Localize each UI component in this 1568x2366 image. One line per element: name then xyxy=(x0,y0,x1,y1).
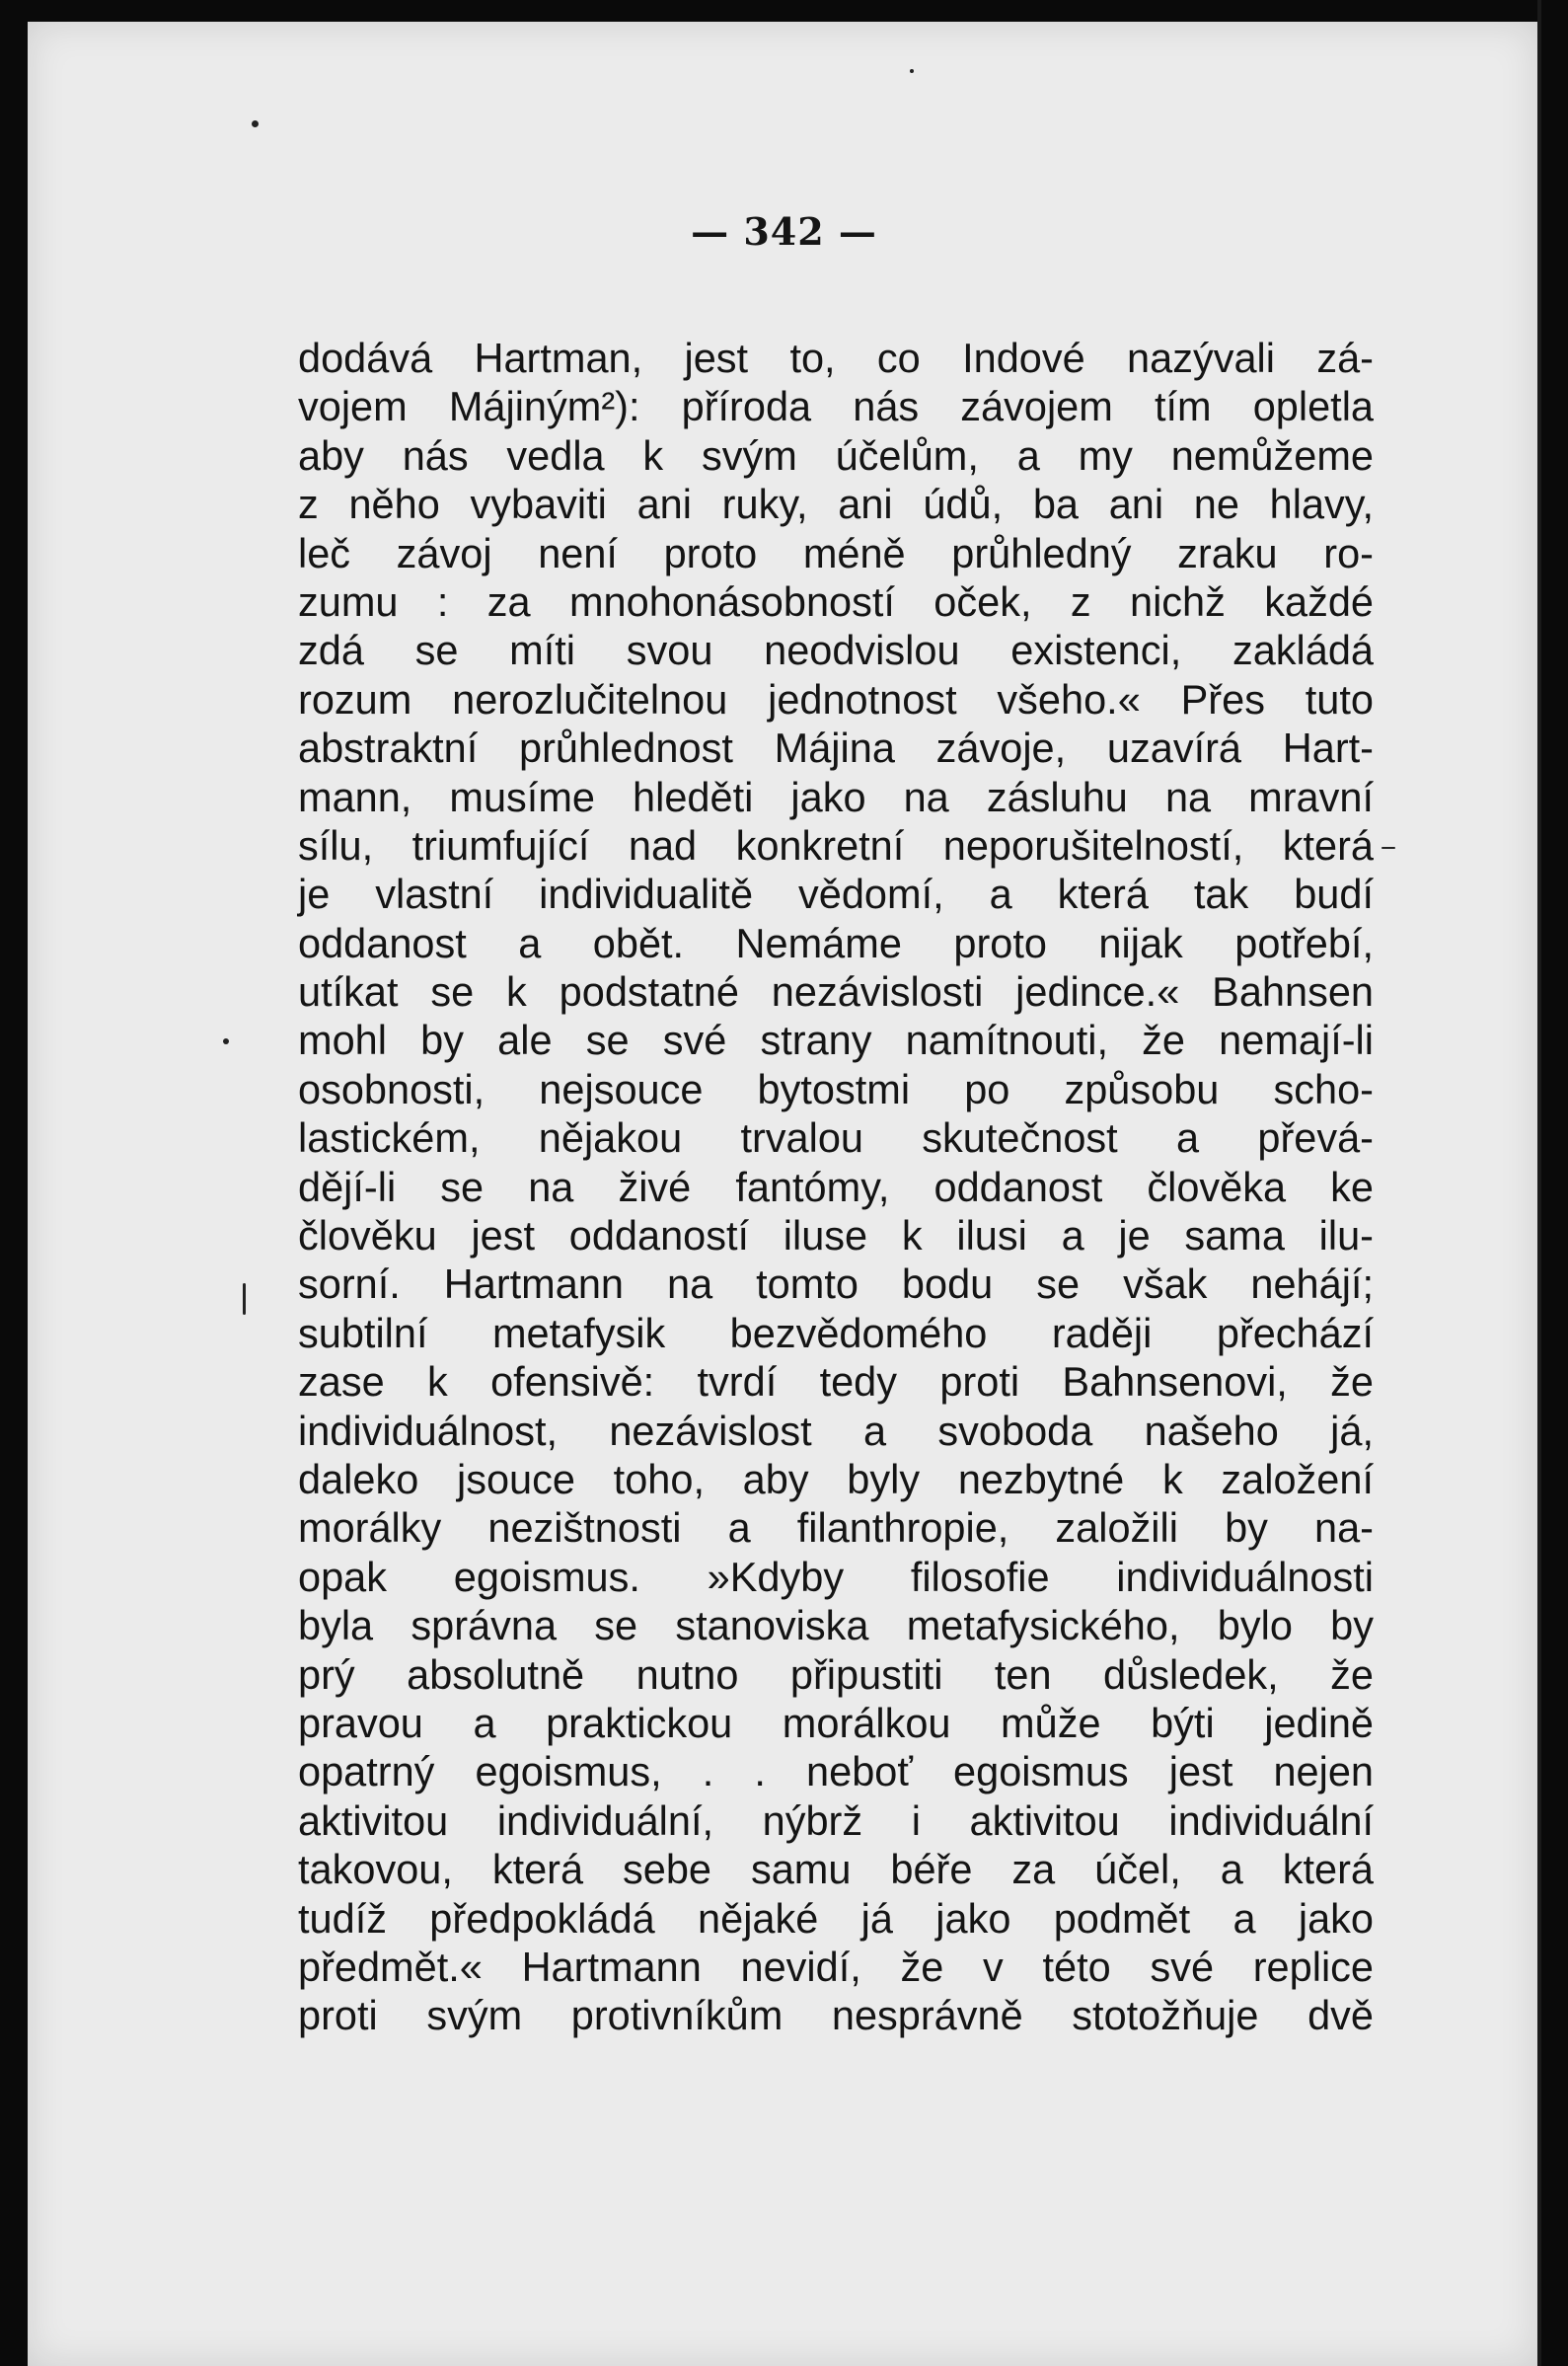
text-line: daleko jsouce toho, aby byly nezbytné k založení xyxy=(298,1455,1374,1502)
text-line: sílu, triumfující nad konkretní neporušitelností, která xyxy=(298,821,1374,869)
text-line: byla správna se stanoviska metafysického, bylo by xyxy=(298,1602,1374,1649)
text-line: opatrný egoismus, . . neboť egoismus jest nejen xyxy=(298,1748,1374,1795)
text-line: takovou, která sebe samu béře za účel, a která xyxy=(298,1846,1374,1893)
text-line: zdá se míti svou neodvislou existenci, zakládá xyxy=(298,627,1374,674)
text-line: dodává Hartman, jest to, co Indové nazývali zá- xyxy=(298,335,1374,381)
text-line: utíkat se k podstatné nezávislosti jedince.« Bahnsen xyxy=(298,968,1374,1016)
text-line: mohl by ale se své strany namítnouti, že nemají-li xyxy=(298,1017,1374,1064)
text-line: předmět.« Hartmann nevidí, že v této své replice xyxy=(298,1943,1374,1990)
text-line: z něho vybaviti ani ruky, ani údů, ba ani ne hlavy, xyxy=(298,481,1374,528)
text-line: tudíž předpokládá nějaké já jako podmět a jako xyxy=(298,1894,1374,1942)
text-line: vojem Májiným²): příroda nás závojem tím opletla xyxy=(298,383,1374,430)
text-line: subtilní metafysik bezvědomého raději přechází xyxy=(298,1309,1374,1356)
text-line: aby nás vedla k svým účelům, a my nemůžeme xyxy=(298,431,1374,479)
text-line: oddanost a obět. Nemáme proto nijak potřebí, xyxy=(298,919,1374,966)
dust-speck xyxy=(223,1038,229,1044)
text-line: opak egoismus. »Kdyby filosofie individuálnosti xyxy=(298,1553,1374,1600)
dust-speck xyxy=(243,1283,246,1315)
text-line: zase k ofensivě: tvrdí tedy proti Bahnsenovi, že xyxy=(298,1358,1374,1406)
text-line: lastickém, nějakou trvalou skutečnost a převá- xyxy=(298,1114,1374,1162)
dust-speck xyxy=(252,120,259,127)
text-line: mann, musíme hleděti jako na zásluhu na mravní xyxy=(298,773,1374,820)
dust-speck xyxy=(910,69,914,73)
text-line: dějí-li se na živé fantómy, oddanost člověka ke xyxy=(298,1163,1374,1210)
text-line: je vlastní individualitě vědomí, a která tak budí xyxy=(298,871,1374,918)
text-line: morálky nezištnosti a filanthropie, založili by na- xyxy=(298,1504,1374,1552)
page-edge xyxy=(1537,0,1541,2366)
text-line: abstraktní průhlednost Májina závoje, uzavírá Hart- xyxy=(298,725,1374,772)
text-line: proti svým protivníkům nesprávně stotožňuje dvě xyxy=(298,1992,1374,2039)
text-line: aktivitou individuální, nýbrž i aktivitou individuální xyxy=(298,1796,1374,1844)
text-line: zumu : za mnohonásobností oček, z nichž každé xyxy=(298,577,1374,625)
text-line: rozum nerozlučitelnou jednotnost všeho.« Přes tuto xyxy=(298,675,1374,723)
body-text xyxy=(298,334,1374,2040)
text-line: sorní. Hartmann na tomto bodu se však nehájí; xyxy=(298,1260,1374,1308)
text-line: osobnosti, nejsouce bytostmi po způsobu scho- xyxy=(298,1065,1374,1112)
dust-speck xyxy=(1381,847,1395,849)
page-number: — 342 — xyxy=(691,209,877,254)
text-line: prý absolutně nutno připustiti ten důsledek, že xyxy=(298,1650,1374,1698)
text-line: individuálnost, nezávislost a svoboda našeho já, xyxy=(298,1407,1374,1454)
text-line: pravou a praktickou morálkou může býti jedině xyxy=(298,1699,1374,1746)
text-line: leč závoj není proto méně průhledný zraku ro- xyxy=(298,529,1374,576)
text-line: člověku jest oddaností iluse k ilusi a je sama ilu- xyxy=(298,1212,1374,1259)
